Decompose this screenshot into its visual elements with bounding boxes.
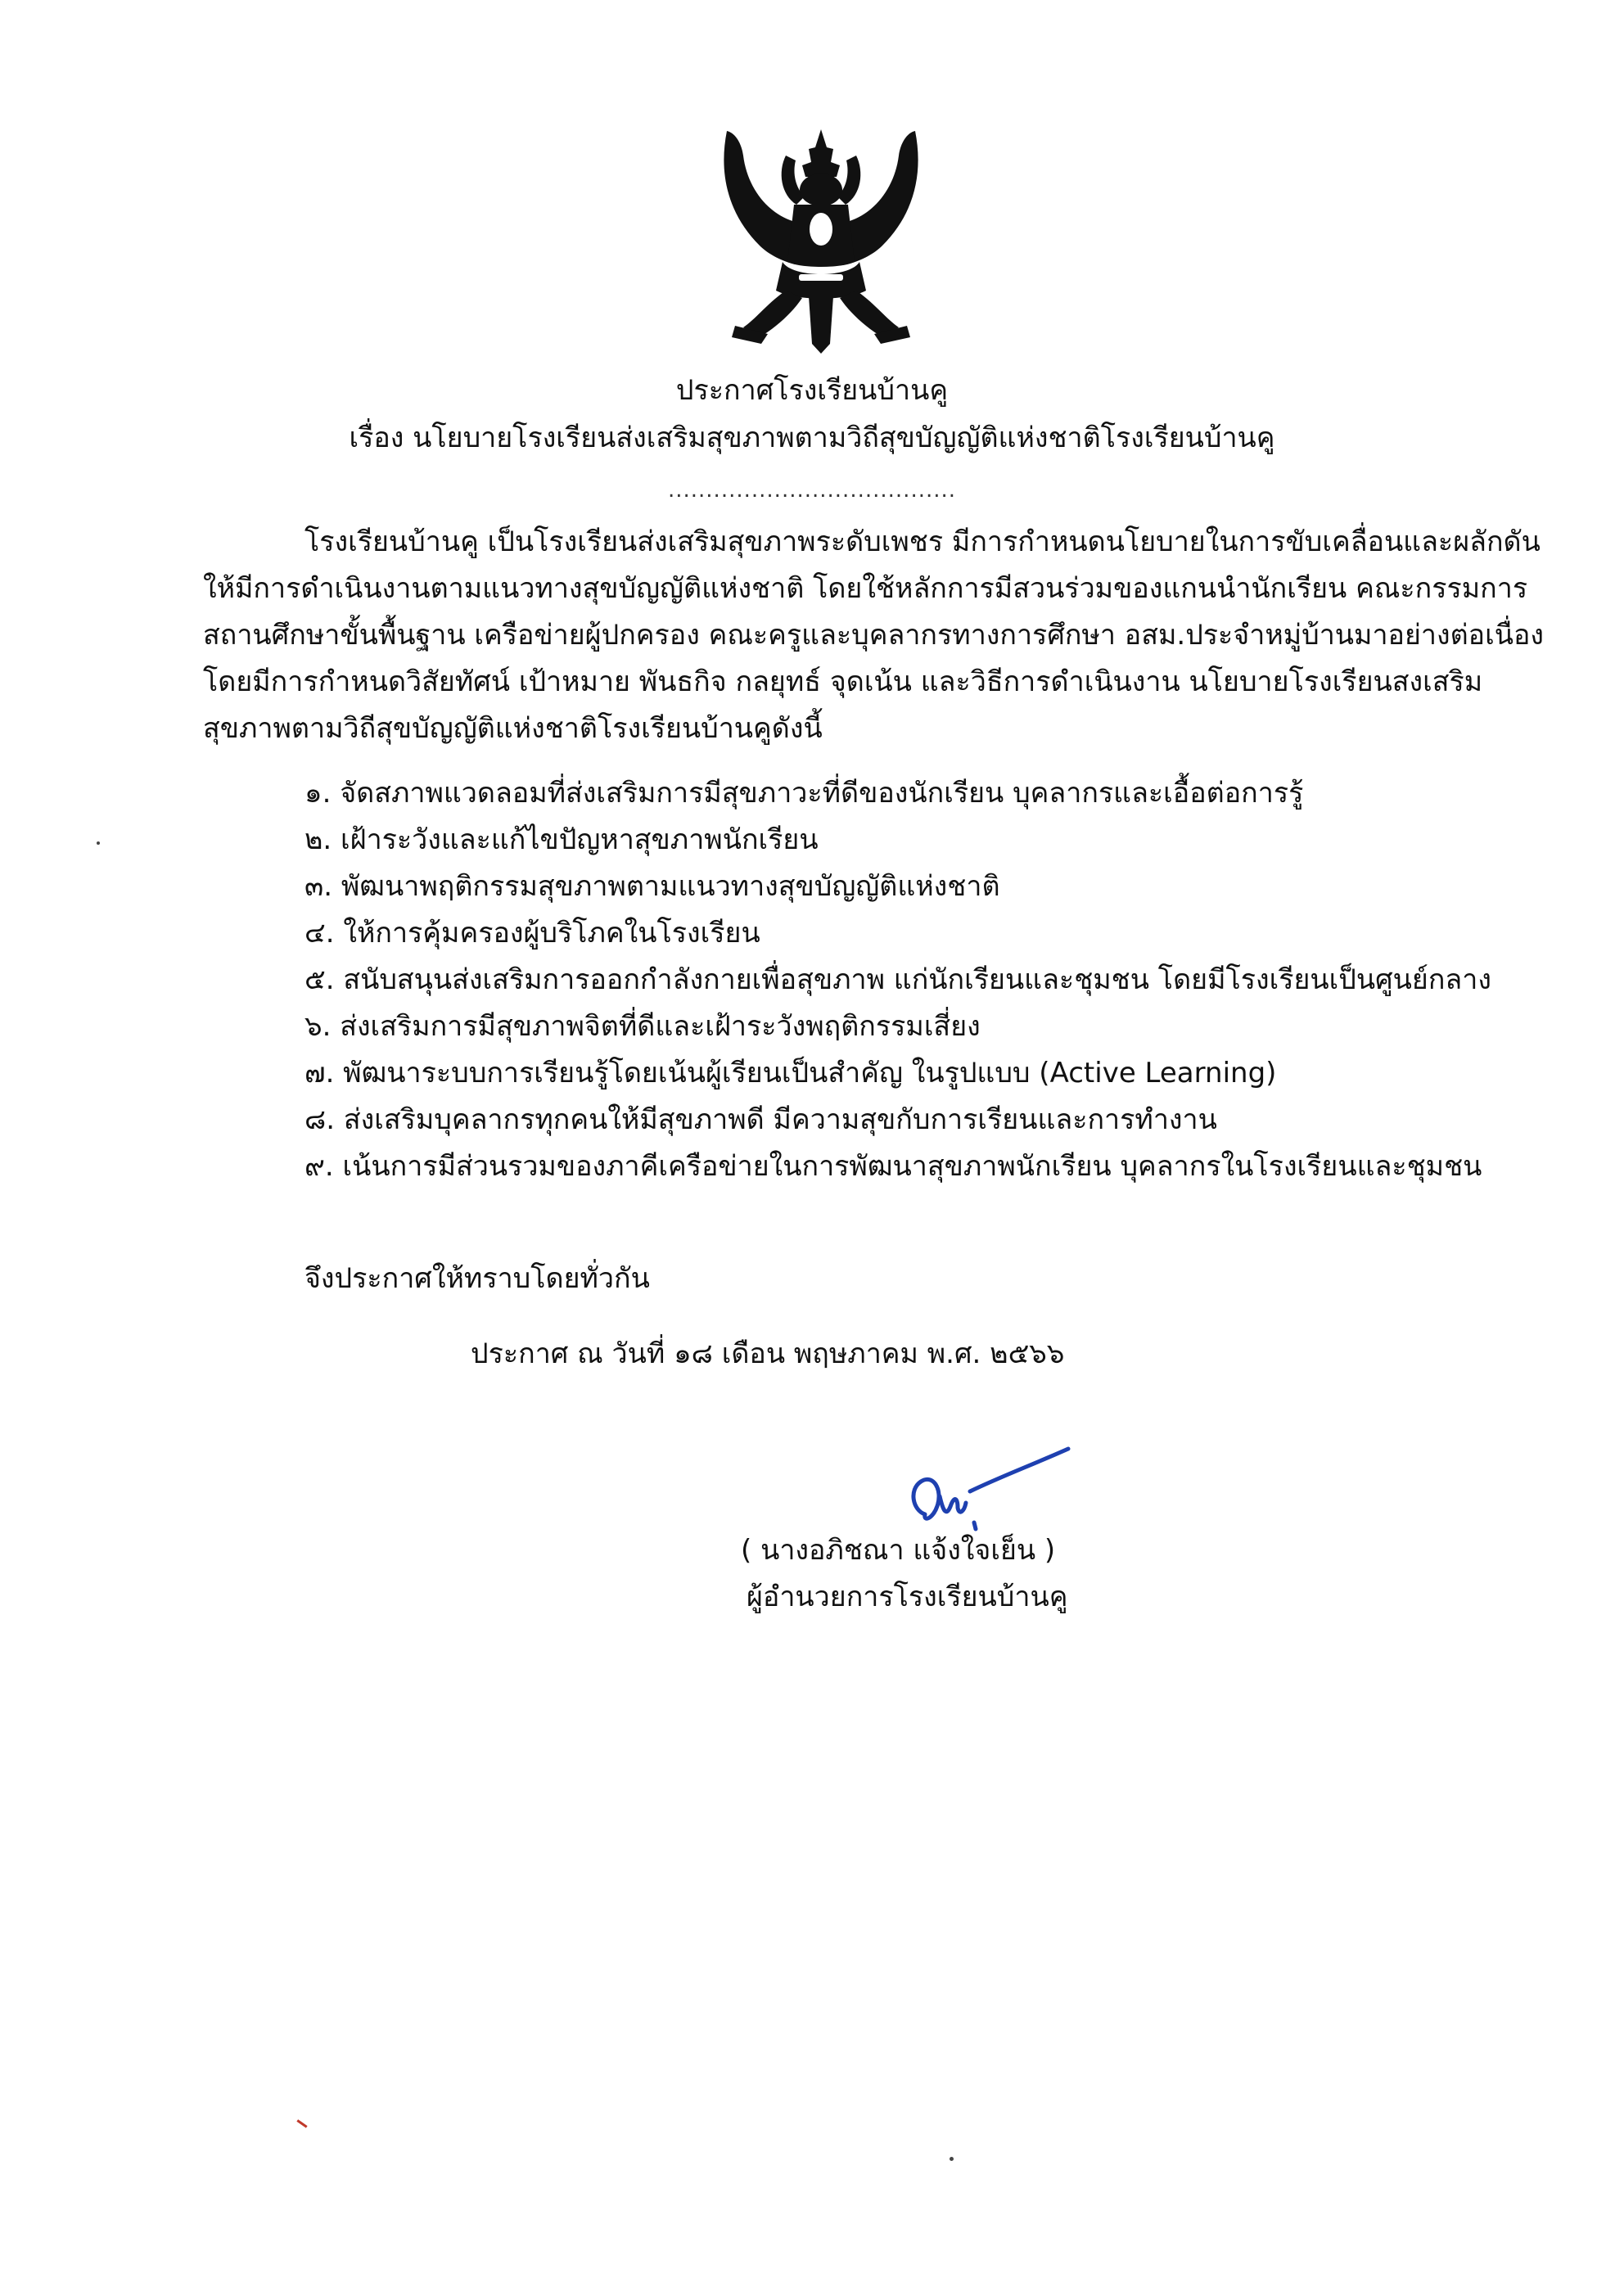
signatory-name: ( นางอภิชณา แจ้งใจเย็น ) [741, 1534, 1056, 1567]
announcement-title: ประกาศโรงเรียนบ้านคู [675, 374, 949, 407]
closing-statement: จึงประกาศให้ทราบโดยทั่วกัน [304, 1262, 650, 1295]
body-paragraph-line: ให้มีการดำเนินงานตามแนวทางสุขบัญญัติแห่งชาติ โดยใช้หลักการมีสวนร่วมของแกนนำนักเรียน คณะกรรมการ [203, 572, 1528, 605]
body-paragraph-line: สถานศึกษาขั้นพื้นฐาน เครือข่ายผู้ปกครอง คณะครูและบุคลากรทางการศึกษา อสม.ประจำหมู่บ้านมาอย่างต่อเนื่อง [203, 619, 1544, 652]
scan-speck [97, 841, 100, 845]
handwritten-signature-icon [892, 1432, 1105, 1547]
policy-item: ๔. ให้การคุ้มครองผู้บริโภคในโรงเรียน [304, 917, 760, 950]
scan-mark [296, 2119, 307, 2127]
policy-item: ๓. พัฒนาพฤติกรรมสุขภาพตามแนวทางสุขบัญญัติแห่งชาติ [304, 870, 1000, 903]
signatory-position: ผู้อำนวยการโรงเรียนบ้านคู [747, 1581, 1068, 1613]
policy-item: ๒. เฝ้าระวังและแก้ไขปัญหาสุขภาพนักเรียน [304, 823, 819, 856]
body-paragraph-line: สุขภาพตามวิถีสุขบัญญัติแห่งชาติโรงเรียนบ้านคูดังนี้ [203, 712, 823, 745]
body-paragraph-line: โรงเรียนบ้านคู เป็นโรงเรียนส่งเสริมสุขภาพระดับเพชร มีการกำหนดนโยบายในการขับเคลื่อนและผลักดัน [304, 526, 1541, 558]
policy-item: ๙. เน้นการมีส่วนรวมของภาคีเครือข่ายในการพัฒนาสุขภาพนักเรียน บุคลากรในโรงเรียนและชุมชน [304, 1150, 1482, 1183]
dotted-divider: ...................................... [667, 478, 957, 503]
policy-item: ๘. ส่งเสริมบุคลากรทุกคนให้มีสุขภาพดี มีความสุขกับการเรียนและการทำงาน [304, 1103, 1217, 1136]
announcement-date: ประกาศ ณ วันที่ ๑๘ เดือน พฤษภาคม พ.ศ. ๒๕๖๖ [471, 1337, 1065, 1370]
scan-speck [950, 2157, 954, 2161]
policy-item: ๖. ส่งเสริมการมีสุขภาพจิตที่ดีและเฝ้าระวังพฤติกรรมเสี่ยง [304, 1010, 981, 1043]
policy-item: ๕. สนับสนุนส่งเสริมการออกกำลังกายเพื่อสุขภาพ แก่นักเรียนและชุมชน โดยมีโรงเรียนเป็นศูนย์กลาง [304, 963, 1491, 996]
body-paragraph-line: โดยมีการกำหนดวิสัยทัศน์ เป้าหมาย พันธกิจ กลยุทธ์ จุดเน้น และวิธีการดำเนินงาน นโยบายโรงเรียนสงเสริม [203, 665, 1483, 698]
garuda-emblem-icon [710, 123, 932, 360]
policy-item: ๗. พัฒนาระบบการเรียนรู้โดยเน้นผู้เรียนเป็นสำคัญ ในรูปแบบ (Active Learning) [304, 1057, 1277, 1089]
announcement-subject: เรื่อง นโยบายโรงเรียนส่งเสริมสุขภาพตามวิถีสุขบัญญัติแห่งชาติโรงเรียนบ้านคู [349, 422, 1275, 454]
policy-item: ๑. จัดสภาพแวดลอมที่ส่งเสริมการมีสุขภาวะที่ดีของนักเรียน บุคลากรและเอื้อต่อการรู้ [304, 777, 1304, 810]
